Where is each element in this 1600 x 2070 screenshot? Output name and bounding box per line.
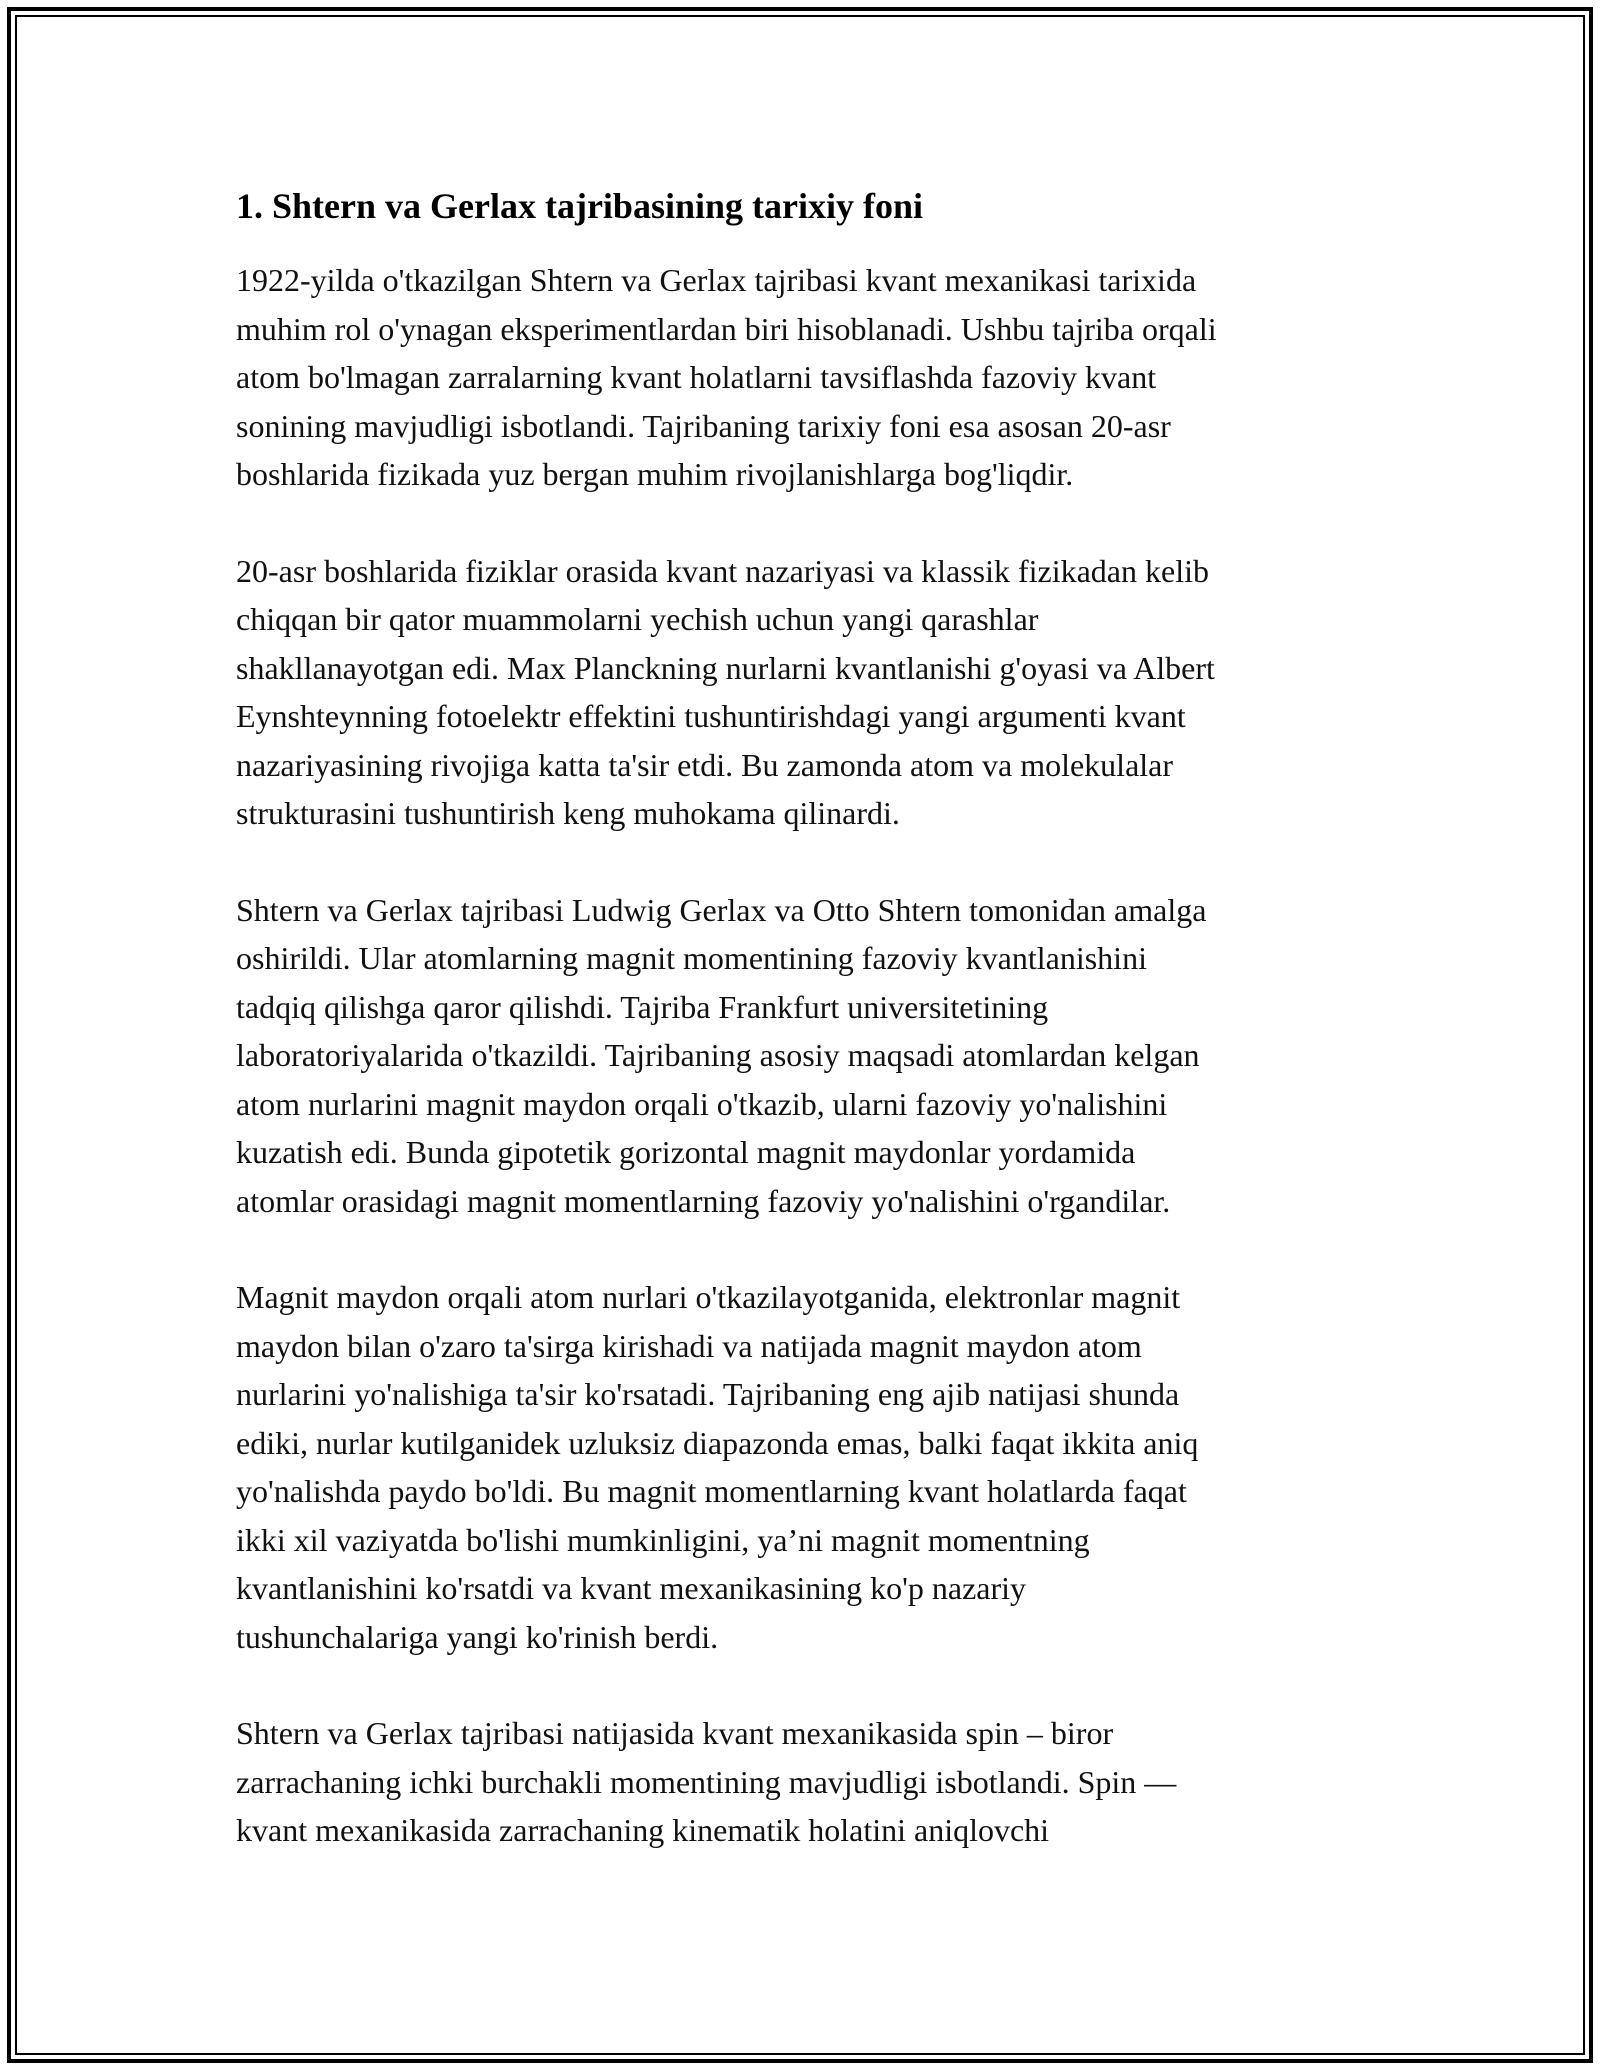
text-line: zarrachaning ichki burchakli momentining mavjudligi isbotlandi. Spin —	[236, 1763, 1177, 1800]
text-line: atomlar orasidagi magnit momentlarning fazoviy yo'nalishini o'rgandilar.	[236, 1182, 1171, 1219]
text-line: shakllanayotgan edi. Max Planckning nurlarni kvantlanishi g'oyasi va Albert	[236, 649, 1215, 686]
text-line: tushunchalariga yangi ko'rinish berdi.	[236, 1618, 719, 1655]
text-line: kvantlanishini ko'rsatdi va kvant mexanikasining ko'p nazariy	[236, 1570, 1027, 1606]
text-line: atom bo'lmagan zarralarning kvant holatlarni tavsiflashda fazoviy kvant	[236, 359, 1157, 395]
paragraph-5	[236, 1709, 1366, 1855]
text-line: chiqqan bir qator muammolarni yechish uchun yangi qarashlar	[236, 601, 1039, 637]
text-line: muhim rol o'ynagan eksperimentlardan biri hisoblanadi. Ushbu tajriba orqali	[236, 310, 1217, 347]
text-line: ikki xil vaziyatda bo'lishi mumkinligini, ya’ni magnit momentning	[236, 1521, 1090, 1558]
paragraph-4	[236, 1273, 1366, 1661]
section-heading: 1. Shtern va Gerlax tajribasining tarixiy foni	[236, 186, 923, 226]
text-line: tadqiq qilishga qaror qilishdi. Tajriba Frankfurt universitetining	[236, 988, 1049, 1025]
text-line: yo'nalishda paydo bo'ldi. Bu magnit momentlarning kvant holatlarda faqat	[236, 1473, 1187, 1509]
text-line: kvant mexanikasida zarrachaning kinematik holatini aniqlovchi	[236, 1812, 1050, 1848]
text-line: boshlarida fizikada yuz bergan muhim rivojlanishlarga bog'liqdir.	[236, 456, 1074, 492]
text-line: nurlarini yo'nalishiga ta'sir ko'rsatadi. Tajribaning eng ajib natijasi shunda	[236, 1376, 1180, 1412]
text-line: Magnit maydon orqali atom nurlari o'tkazilayotganida, elektronlar magnit	[236, 1279, 1181, 1315]
text-line: sonining mavjudligi isbotlandi. Tajribaning tarixiy foni esa asosan 20-asr	[236, 407, 1171, 444]
text-line: strukturasini tushuntirish keng muhokama qilinardi.	[236, 795, 900, 831]
text-line: oshirildi. Ular atomlarning magnit momentining fazoviy kvantlanishini	[236, 940, 1147, 976]
text-line: Shtern va Gerlax tajribasi Ludwig Gerlax va Otto Shtern tomonidan amalga	[236, 891, 1207, 928]
text-line: maydon bilan o'zaro ta'sirga kirishadi va natijada magnit maydon atom	[236, 1327, 1142, 1364]
text-line: laboratoriyalarida o'tkazildi. Tajribaning asosiy maqsadi atomlardan kelgan	[236, 1037, 1200, 1073]
paragraph-1	[236, 256, 1366, 499]
text-line: nazariyasining rivojiga katta ta'sir etdi. Bu zamonda atom va molekulalar	[236, 746, 1174, 783]
text-line: Shtern va Gerlax tajribasi natijasida kvant mexanikasida spin – biror	[236, 1715, 1114, 1751]
paragraph-2	[236, 547, 1366, 838]
document-body	[236, 184, 1366, 1903]
text-line: ediki, nurlar kutilganidek uzluksiz diapazonda emas, balki faqat ikkita aniq	[236, 1424, 1199, 1461]
text-line: 1922-yilda o'tkazilgan Shtern va Gerlax tajribasi kvant mexanikasi tarixida	[236, 262, 1197, 298]
text-line: kuzatish edi. Bunda gipotetik gorizontal magnit maydonlar yordamida	[236, 1134, 1136, 1170]
text-line: Eynshteynning fotoelektr effektini tushuntirishdagi yangi argumenti kvant	[236, 698, 1186, 734]
text-line: 20-asr boshlarida fiziklar orasida kvant nazariyasi va klassik fizikadan kelib	[236, 552, 1209, 589]
text-line: atom nurlarini magnit maydon orqali o'tkazib, ularni fazoviy yo'nalishini	[236, 1085, 1168, 1122]
paragraph-3	[236, 886, 1366, 1226]
